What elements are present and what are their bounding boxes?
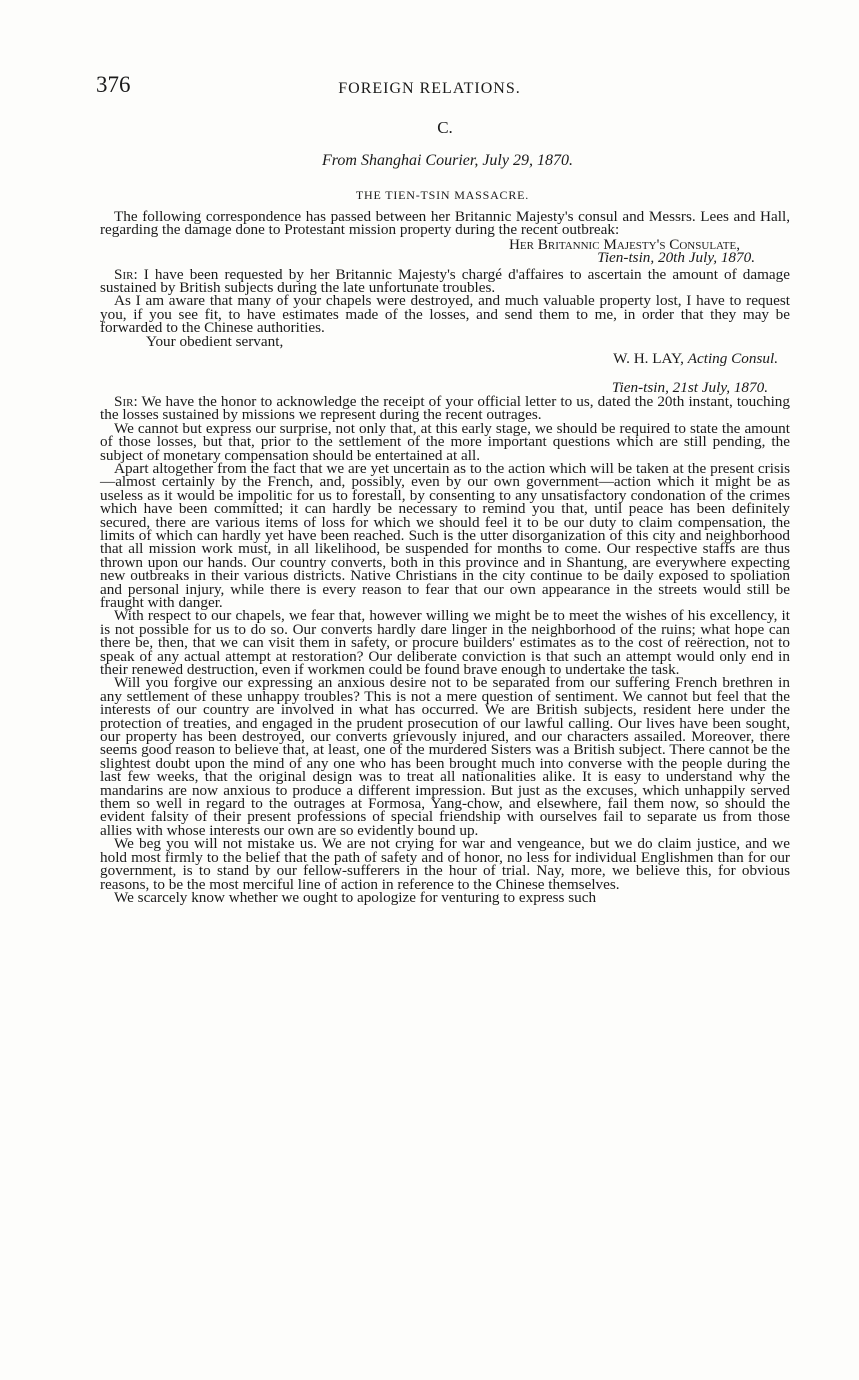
letter1-paragraph-2: As I am aware that many of your chapels were destroyed, and much valuable property lost, I have to request you, if you see fit, to have estimates made of the losses, and send them to me, in order that they may be forwarded to the Chinese authorities. [100,292,790,337]
letter1-dateline: Tien-tsin, 20th July, 1870. [597,249,755,267]
letter2-paragraph-5: Will you forgive our expressing an anxious desire not to be separated from our suffering French brethren in any settlement of these unhappy troubles? This is not a mere question of sentiment. We cannot but feel that the interests of our country are involved in what has occurred. We are British subjects, resident here under the protection of treaties, and engaged in the prudent prosecution of our lawful calling. Our lives have been sought, our property has been destroyed, our converts grievously injured, and our characters assailed. Moreover, there seems good reason to believe that, at least, one of the murdered Sisters was a British subject. There cannot be the slightest doubt upon the mind of any one who has been brought much into converse with the people during the last few weeks, that the original design was to treat all nationalities alike. It is easy to understand why the mandarins are now anxious to produce a different impression. But just as the excuses, which unhappily served them so well in regard to the outrages at Formosa, Yang-chow, and elsewhere, fail them now, so should the evident falsity of their present professions of special friendship with ourselves fail to separate us from those allies with whose interests our own are so evidently bound up. [100,674,790,839]
signature-title: Acting Consul. [687,350,778,368]
letter2-salutation: Sir: [114,392,138,410]
letter2-paragraph-6: We beg you will not mistake us. We are not crying for war and vengeance, but we do claim justice, and we hold most firmly to the belief that the path of safety and of honor, no less for individual Englishmen than for our government, is to stand by our fellow-sufferers in the hour of trial. Nay, more, we believe this, for obvious reasons, to be the most merciful line of action in reference to the Chinese themselves. [100,835,790,893]
letter2-paragraph-7: We scarcely know whether we ought to apologize for venturing to express such [114,888,597,906]
letter2-paragraph-4: With respect to our chapels, we fear that, however willing we might be to meet the wishes of his excellency, it is not possible for us to do so. Our converts hardly dare linger in the neighborhood of the ruins; what hope can there be, then, that we can visit them in safety, or procure builders' estimates as to the cost of reërection, not to speak of any actual attempt at restoration? Our deliberate conviction is that such an attempt would only end in their renewed destruction, even if workmen could be found brave enough to undertake the task. [100,607,790,678]
consulate-heading: Her Britannic Majesty's Consulate, [508,235,740,253]
section-letter: C. [437,118,453,137]
letter1-signature [100,350,778,368]
signature-name: W. H. LAY, [613,350,684,368]
letter1-paragraph-1 [100,265,791,297]
page-number: 376 [96,72,131,97]
body-text [100,210,790,904]
letter2-paragraph-1 [100,392,790,424]
intro-paragraph: The following correspondence has passed between her Britannic Majesty's consul and Messrs. Lees and Hall, regarding the damage done to Protestant mission property during the recent outbreak: [100,208,790,239]
letter1-body-1: I have been requested by her Britannic Majesty's chargé d'affaires to ascertain the amount of damage sustained by British subjects during the late unfortunate troubles. [100,265,791,297]
article-title: THE TIEN-TSIN MASSACRE. [355,188,530,202]
running-head: FOREIGN RELATIONS. [338,80,521,97]
letter1-salutation: Sir: [114,265,138,283]
letter2-dateline: Tien-tsin, 21st July, 1870. [611,379,768,397]
letter2-body-1: We have the honor to acknowledge the receipt of your official letter to us, dated the 20th instant, touching the losses sustained by missions we represent during the recent outrages. [100,392,790,424]
letter1-closing: Your obedient servant, [146,332,284,350]
letter2-paragraph-2: We cannot but express our surprise, not only that, at this early stage, we should be required to state the amount of those losses, but that, prior to the settlement of the more important questions which are still pending, the subject of monetary compensation should be entertained at all. [100,419,790,464]
source-line: From Shanghai Courier, July 29, 1870. [322,152,573,169]
letter2-paragraph-3: Apart altogether from the fact that we are yet uncertain as to the action which will be taken at the present crisis—almost certainly by the French, and, possibly, even by our own government—action which it might be as useless as it would be impolitic for us to forestall, by consenting to any unsatisfactory condonation of the crimes which have been committed; it can hardly be necessary to remind you that, until peace has been definitely secured, there are various items of loss for which we should feel it to be our duty to claim compensation, the limits of which can hardly yet have been reached. Such is the utter disorganization of this city and neighborhood that all mission work must, in all likelihood, be suspended for months to come. Our respective staffs are thus thrown upon our hands. Our country converts, both in this province and in Shantung, are everywhere expecting new outbreaks in their various districts. Native Christians in the city continue to be daily exposed to spoliation and personal injury, while there is every reason to fear that our own appearance in the streets would still be fraught with danger. [100,459,790,611]
